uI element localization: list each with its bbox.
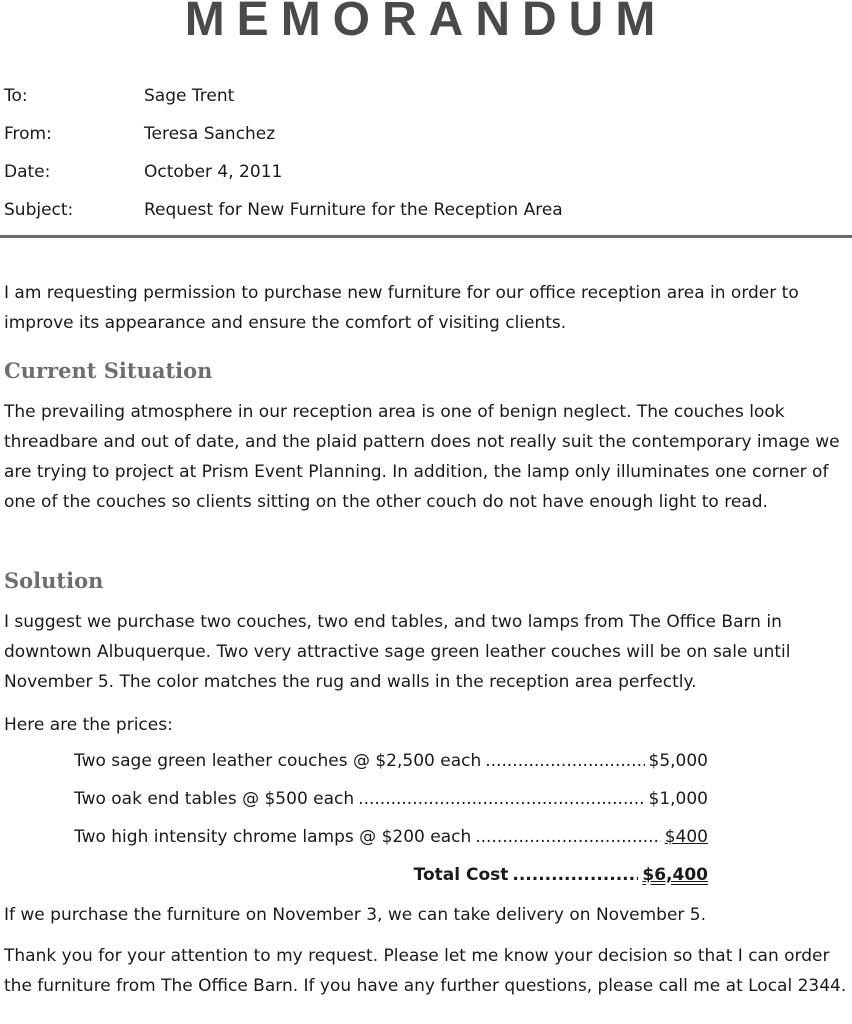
dot-leader (475, 827, 661, 847)
price-amount: $1,000 (648, 789, 708, 809)
total-label: Total Cost (413, 865, 509, 885)
current-situation-paragraph: The prevailing atmosphere in our reception area is one of benign neglect. The couches look threadbare and out of date, and the plaid pattern does not really suit the contemporary image we are trying to project at Prism Event Planning. In addition, the lamp only illuminates one corner of one of the couches so clients sitting on the other couch do not have enough light to read. (4, 402, 840, 512)
price-item: Two high intensity chrome lamps @ $200 each (74, 827, 472, 847)
section-heading-solution: Solution (4, 568, 104, 593)
prices-intro: Here are the prices: (4, 715, 173, 735)
date-label: Date: (4, 162, 51, 182)
price-amount: $5,000 (648, 751, 708, 771)
price-amount: $400 (664, 827, 708, 847)
dot-leader (485, 751, 644, 771)
to-label: To: (4, 86, 28, 106)
memo-title: MEMORANDUM (184, 0, 668, 46)
to-value: Sage Trent (144, 86, 235, 106)
price-row (74, 751, 708, 777)
from-label: From: (4, 124, 52, 144)
closing-paragraph: Thank you for your attention to my request. Please let me know your decision so that I can order the furniture from The Office Barn. If you have any further questions, please call me at Local 2344. (4, 946, 847, 996)
from-value: Teresa Sanchez (144, 124, 276, 144)
total-row (74, 865, 708, 891)
section-heading-current-situation: Current Situation (4, 358, 213, 383)
dot-leader (358, 789, 644, 809)
header-divider (0, 235, 852, 238)
intro-paragraph: I am requesting permission to purchase new furniture for our office reception area in order to improve its appearance and ensure the comfort of visiting clients. (4, 283, 799, 333)
date-value: October 4, 2011 (144, 162, 283, 182)
subject-value: Request for New Furniture for the Reception Area (144, 200, 563, 220)
subject-label: Subject: (4, 200, 74, 220)
solution-paragraph: I suggest we purchase two couches, two end tables, and two lamps from The Office Barn in downtown Albuquerque. Two very attractive sage green leather couches will be on sale until November 5. The color matches the rug and walls in the reception area perfectly. (4, 612, 791, 692)
dot-leader (512, 865, 638, 885)
price-item: Two sage green leather couches @ $2,500 each (74, 751, 482, 771)
total-amount: $6,400 (642, 865, 708, 885)
price-row (74, 827, 708, 853)
delivery-paragraph: If we purchase the furniture on November 3, we can take delivery on November 5. (4, 905, 707, 925)
price-row (74, 789, 708, 815)
price-item: Two oak end tables @ $500 each (74, 789, 355, 809)
